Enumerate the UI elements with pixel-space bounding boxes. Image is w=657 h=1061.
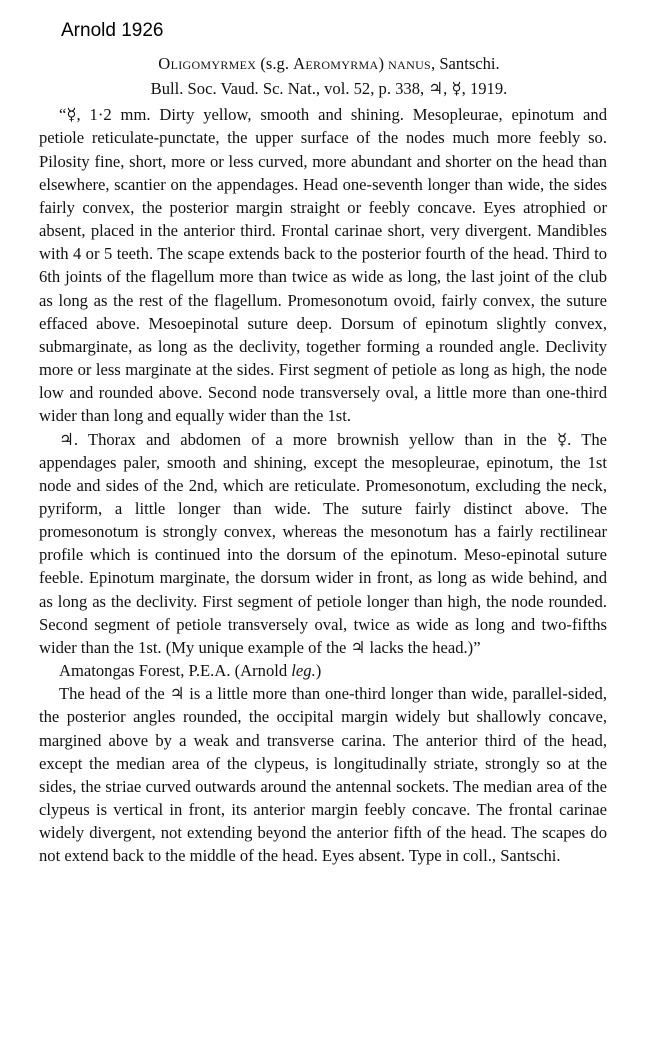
locality-place: Amatongas Forest, P.E.A. (Arnold bbox=[59, 661, 292, 681]
subgenus-name: Aeromyrma bbox=[293, 54, 379, 73]
soldier-description: ♃. Thorax and abdomen of a more brownish yellow than in the ☿. The appendages paler, smooth and shining, except the mesopleurae, epinotum, the 1st node and sides of the 2nd, which are reticulate. Promesonotum, excluding the neck, pyriform, a little longer than wide. The suture fairly distinct above. The promesonotum is strongly convex, whereas the mesonotum has a fairly rectilinear profile which is continued into the dorsum of the epinotum. Meso-epinotal suture feeble. Epinotum marginate, the dorsum wider in front, as long as wide behind, and as long as the declivity. First segment of petiole longer than high, the node rounded. Second segment of petiole transversely oval, twice as wide as long and two-fifths wider than the 1st. (My unique example of the ♃ lacks the head.)” bbox=[39, 429, 607, 657]
species-author: , Santschi. bbox=[431, 54, 500, 73]
locality-leg: leg. bbox=[291, 661, 316, 681]
locality-line bbox=[39, 659, 607, 682]
subgenus-prefix: (s.g. bbox=[260, 54, 294, 73]
locality-close: ) bbox=[315, 661, 322, 681]
head-description: The head of the ♃ is a little more than one-third longer than wide, parallel-sided, the posterior angles rounded, the occipital margin widely but shallowly concave, margined above by a weak and transverse carina. The anterior third of the head, except the median area of the clypeus, is longitudinally striate, strongly so at the sides, the striae curved outwards around the antennal sockets. The median area of the clypeus is vertical in front, its anterior margin feebly concave. The frontal carinae widely divergent, not extending beyond the anterior fifth of the head. The scapes do not extend back to the middle of the head. Eyes absent. Type in coll., Santschi. bbox=[39, 684, 607, 866]
subgenus-suffix: ) bbox=[378, 54, 385, 73]
genus-name: Oligomyrmex bbox=[158, 54, 257, 73]
document-body bbox=[39, 52, 607, 867]
species-heading bbox=[39, 52, 607, 75]
source-label: Arnold 1926 bbox=[61, 20, 164, 41]
species-name: nanus bbox=[388, 54, 432, 73]
worker-description: “☿, 1·2 mm. Dirty yellow, smooth and shining. Mesopleurae, epinotum and petiole reticulate-punctate, the upper surface of the nodes much more feebly so. Pilosity fine, short, more or less curved, more abundant and shorter on the head than elsewhere, scantier on the appendages. Head one-seventh longer than wide, the sides fairly convex, the posterior margin straight or feebly concave. Eyes atrophied or absent, placed in the anterior third. Frontal carinae short, very divergent. Mandibles with 4 or 5 teeth. The scape extends back to the posterior fourth of the head. Third to 6th joints of the flagellum more than twice as wide as long, the last joint of the club as long as the rest of the flagellum. Promesonotum ovoid, fairly convex, the suture effaced above. Mesoepinotal suture deep. Dorsum of epinotum slightly convex, submarginate, as long as the declivity, together forming a rounded angle. Declivity more or less marginate at the sides. First segment of petiole as long as high, the node low and rounded above. Second node transversely oval, a little more than one-third wider than long and equally wider than the 1st. bbox=[39, 105, 607, 426]
bibliographic-reference: Bull. Soc. Vaud. Sc. Nat., vol. 52, p. 338, ♃, ☿, 1919. bbox=[150, 79, 508, 99]
